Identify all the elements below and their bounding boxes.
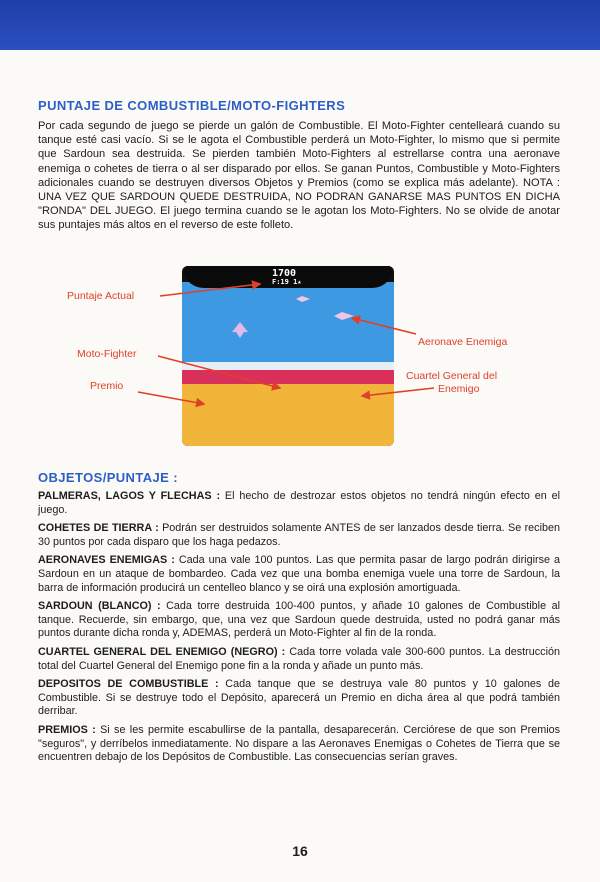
item-term: SARDOUN (BLANCO) : [38, 600, 161, 613]
game-screen-figure [62, 266, 542, 452]
arrow-score [160, 284, 260, 296]
label-prize: Premio [90, 380, 124, 392]
item-hq [38, 646, 560, 673]
item-term: CUARTEL GENERAL DEL ENEMIGO (NEGRO) : [38, 645, 286, 658]
item-fuel-depots [38, 678, 560, 719]
objects-section [38, 470, 560, 765]
label-enemy-aircraft: Aeronave Enemiga [418, 336, 508, 348]
arrow-hq [362, 388, 434, 396]
item-term: AERONAVES ENEMIGAS : [38, 554, 175, 567]
item-text: Cada torre volada vale 300-600 puntos. La destrucción total del Cuartel General del Enemigo pone fin a la ronda y añade un punto más. [38, 645, 560, 672]
arrow-moto [158, 356, 280, 388]
item-text: Si se les permite escabullirse de la pantalla, desaparecerán. Cerciórese de que son Premios "seguros", y derríbelos inmediatamente. No dispare a las Aeronaves Enemigas o Cohetes de Tierra que se encuentren debajo de los Depósitos de Combustible. Las consecuencias serían graves. [38, 723, 561, 764]
fuel-section [38, 98, 560, 233]
label-moto: Moto-Fighter [77, 348, 137, 360]
page-number: 16 [292, 843, 308, 859]
arrow-aircraft [352, 318, 416, 334]
item-text: El hecho de destrozar estos objetos no tendrá ningún efecto en el juego. [38, 490, 560, 516]
label-score: Puntaje Actual [67, 290, 135, 302]
section-heading-fuel: PUNTAJE DE COMBUSTIBLE/MOTO-FIGHTERS [38, 98, 346, 113]
item-term: DEPOSITOS DE COMBUSTIBLE : [38, 678, 219, 691]
hud-score-value: 1700 [272, 268, 297, 279]
item-palms [38, 490, 560, 517]
item-term: PALMERAS, LAGOS Y FLECHAS : [38, 490, 221, 502]
top-color-band [0, 0, 600, 50]
item-prizes [38, 724, 560, 765]
item-sardoun [38, 600, 560, 641]
item-text: Cada tanque que se destruya vale 80 puntos y 10 galones de Combustible. Si se destruye todo el Depósito, aparecerá un Premio en dicha área al que podrá también derribar. [38, 678, 560, 718]
item-text: Cada torre destruida 100-400 puntos, y añade 10 galones de Combustible al tanque. Recuerde, sin embargo, que, una vez que Sardoun quede destruida, usted no podrá ganar más puntos durante dicha ronda y, ADEMAS, perderá un Moto-Fighter al fin de la ronda. [38, 600, 561, 640]
item-aircraft [38, 554, 560, 595]
hud-fuel-value: F:19 1★ [272, 278, 302, 286]
item-term: PREMIOS : [38, 723, 96, 736]
item-rockets [38, 522, 560, 549]
label-hq-line1: Cuartel General del [406, 370, 498, 382]
fuel-paragraph: Por cada segundo de juego se pierde un galón de Combustible. El Moto-Fighter centelleará cuando su tanque esté casi vacío. Si se le agota el Combustible perderá un Moto-Fighter, lo mismo que si permite que Sardoun sea destruida. Se pierden también Moto-Fighters al estrellarse contra una aeronave enemiga o cohetes de tierra o al ser disparado por ellos. Se ganan Puntos, Combustible y Moto-Fighters adicionales cuando se destruyen diversos Objetos y Premios (como se explica más adelante). NOTA : UNA VEZ QUE SARDOUN QUEDE DESTRUIDA, NO PODRAN GANARSE MAS PUNTOS EN DICHA "RONDA" DEL JUEGO. El juego termina cuando se le agotan los Moto-Fighters. No se olvide de anotar sus puntajes más altos en el reverso de este folleto. [38, 120, 560, 232]
arrow-prize [138, 392, 204, 404]
section-heading-objects: OBJETOS/PUNTAJE : [38, 470, 178, 485]
item-text: Podrán ser destruidos solamente ANTES de ser lanzados desde tierra. Se reciben 30 puntos por cada disparo que los haga pedazos. [38, 522, 560, 548]
item-term: COHETES DE TIERRA : [38, 522, 159, 535]
item-text: Cada una vale 100 puntos. Las que permita pasar de largo podrán dirigirse a Sardoun en un ataque de bombardeo. Cada vez que una bomba enemiga vuele una torre de Sardoun, la barra de información producirá un centelleo blanco y se oirá una explosión amortiguada. [38, 554, 560, 594]
label-hq-line2: Enemigo [438, 383, 480, 395]
